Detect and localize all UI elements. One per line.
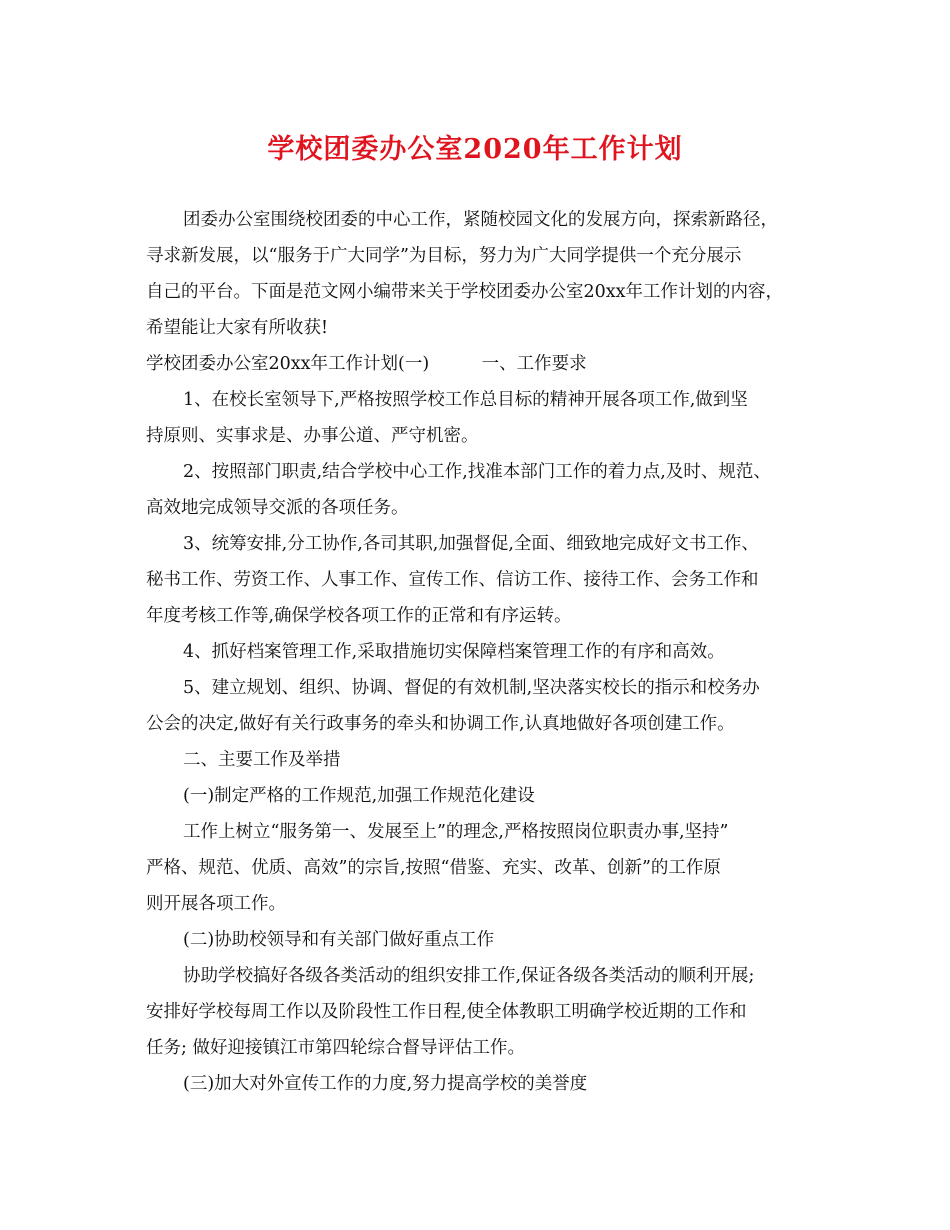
document-title: 学校团委办公室2020年工作计划 xyxy=(267,134,683,165)
paragraph-line: 学校团委办公室20xx年工作计划(一) 一、工作要求 xyxy=(146,354,587,374)
paragraph-line: 3、统筹安排,分工协作,各司其职,加强督促,全面、细致地完成好文书工作、 xyxy=(183,534,759,554)
paragraph-line: 工作上树立“服务第一、发展至上”的理念,严格按照岗位职责办事,坚持” xyxy=(183,822,729,842)
paragraph-line: 公会的决定,做好有关行政事务的牵头和协调工作,认真地做好各项创建工作。 xyxy=(146,714,735,734)
paragraph-line: 自己的平台。下面是范文网小编带来关于学校团委办公室20xx年工作计划的内容， xyxy=(146,282,784,302)
paragraph-line: 年度考核工作等,确保学校各项工作的正常和有序运转。 xyxy=(146,606,572,626)
paragraph-line: 5、建立规划、组织、协调、督促的有效机制,坚决落实校长的指示和校务办 xyxy=(183,678,760,698)
paragraph-line: 1、在校长室领导下,严格按照学校工作总目标的精神开展各项工作,做到坚 xyxy=(183,390,748,410)
paragraph-line: 2、按照部门职责,结合学校中心工作,找准本部门工作的着力点,及时、规范、 xyxy=(183,462,771,482)
paragraph-line: 4、抓好档案管理工作,采取措施切实保障档案管理工作的有序和高效。 xyxy=(183,642,725,662)
paragraph-line: 任务; 做好迎接镇江市第四轮综合督导评估工作。 xyxy=(146,1038,525,1058)
subsection-heading: (三)加大对外宣传工作的力度,努力提高学校的美誉度 xyxy=(183,1074,588,1094)
paragraph-line: 持原则、实事求是、办事公道、严守机密。 xyxy=(146,426,479,446)
paragraph-line: 严格、规范、优质、高效”的宗旨,按照“借鉴、充实、改革、创新”的工作原 xyxy=(146,858,721,878)
paragraph-line: 秘书工作、劳资工作、人事工作、宣传工作、信访工作、接待工作、会务工作和 xyxy=(146,570,759,590)
subsection-heading: (一)制定严格的工作规范,加强工作规范化建设 xyxy=(183,786,535,806)
paragraph-line: 安排好学校每周工作以及阶段性工作日程,使全体教职工明确学校近期的工作和 xyxy=(146,1002,747,1022)
paragraph-line: 协助学校搞好各级各类活动的组织安排工作,保证各级各类活动的顺利开展; xyxy=(183,966,755,986)
paragraph-line: 则开展各项工作。 xyxy=(146,894,286,914)
paragraph-line: 团委办公室围绕校团委的中心工作，紧随校园文化的发展方向，探索新路径， xyxy=(183,210,778,230)
paragraph-line: 寻求新发展，以“服务于广大同学”为目标，努力为广大同学提供一个充分展示 xyxy=(146,246,742,266)
paragraph-line: 高效地完成领导交派的各项任务。 xyxy=(146,498,409,518)
paragraph-line: 希望能让大家有所收获! xyxy=(146,318,329,338)
section-heading: 二、主要工作及举措 xyxy=(183,750,341,770)
subsection-heading: (二)协助校领导和有关部门做好重点工作 xyxy=(183,930,495,950)
